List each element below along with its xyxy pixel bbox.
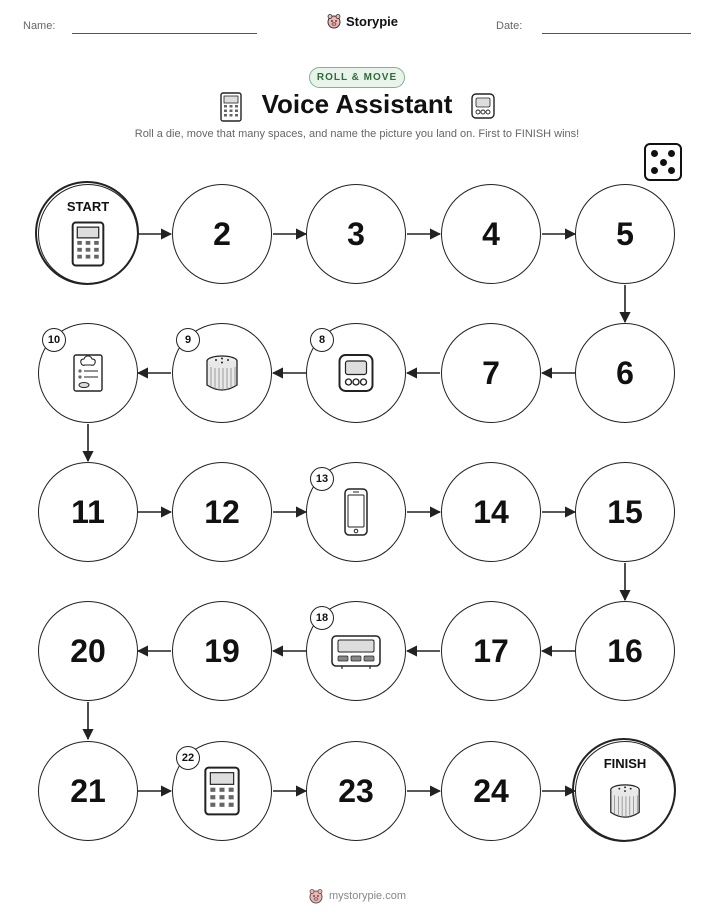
board-space-11 <box>38 462 138 562</box>
footer-site[interactable]: mystorypie.com <box>328 890 407 902</box>
space-number: 12 <box>204 493 240 530</box>
smart-speaker-icon <box>607 781 643 821</box>
space-number: 21 <box>70 772 106 809</box>
board-space-finish <box>575 741 675 841</box>
space-number: 24 <box>473 772 509 809</box>
space-badge: 8 <box>310 328 334 352</box>
board-space-start <box>38 184 138 284</box>
board-space-15 <box>575 462 675 562</box>
smartphone-icon <box>343 487 369 537</box>
board-space-8 <box>306 323 406 423</box>
board-space-14 <box>441 462 541 562</box>
space-badge: 10 <box>42 328 66 352</box>
finish-label: FINISH <box>603 756 647 771</box>
space-number: 23 <box>338 772 374 809</box>
space-number: 7 <box>482 354 500 391</box>
space-number: 4 <box>482 215 500 252</box>
space-badge: 9 <box>176 328 200 352</box>
space-badge: 18 <box>310 606 334 630</box>
board-space-12 <box>172 462 272 562</box>
smart-speaker-icon <box>203 353 241 393</box>
space-badge: 13 <box>310 467 334 491</box>
board-space-5 <box>575 184 675 284</box>
board-space-16 <box>575 601 675 701</box>
board-space-4 <box>441 184 541 284</box>
space-number: 6 <box>616 354 634 391</box>
board-space-6 <box>575 323 675 423</box>
page-title: Voice Assistant <box>261 89 453 119</box>
space-number: 15 <box>607 493 643 530</box>
pig-mascot-icon <box>308 888 324 904</box>
smart-panel-icon <box>69 221 107 267</box>
board-space-10 <box>38 323 138 423</box>
board-space-18 <box>306 601 406 701</box>
board-space-22 <box>172 741 272 841</box>
space-number: 14 <box>473 493 509 530</box>
board-space-9 <box>172 323 272 423</box>
smart-display-icon <box>336 352 376 394</box>
recipe-card-icon <box>70 351 106 395</box>
brand-name: Storypie <box>346 13 399 29</box>
space-number: 17 <box>473 632 509 669</box>
space-badge: 22 <box>176 746 200 770</box>
board-space-2 <box>172 184 272 284</box>
board-space-20 <box>38 601 138 701</box>
board-space-24 <box>441 741 541 841</box>
footer <box>0 888 714 904</box>
board-space-19 <box>172 601 272 701</box>
board-space-17 <box>441 601 541 701</box>
board-space-21 <box>38 741 138 841</box>
board-space-7 <box>441 323 541 423</box>
board-space-3 <box>306 184 406 284</box>
space-number: 11 <box>71 493 105 530</box>
space-number: 3 <box>347 215 365 252</box>
activity-tag: ROLL & MOVE <box>309 67 405 88</box>
name-label: Name: <box>23 20 56 32</box>
board-space-13 <box>306 462 406 562</box>
instructions: Roll a die, move that many spaces, and name the picture you land on. First to FINISH wins! <box>134 128 580 140</box>
space-number: 19 <box>204 632 240 669</box>
space-number: 2 <box>213 215 231 252</box>
pager-device-icon <box>330 632 382 670</box>
board-space-23 <box>306 741 406 841</box>
smart-panel-icon <box>202 766 242 816</box>
space-number: 5 <box>616 215 634 252</box>
start-label: START <box>66 199 110 214</box>
space-number: 16 <box>607 632 643 669</box>
space-number: 20 <box>70 632 106 669</box>
date-label: Date: <box>496 20 523 32</box>
